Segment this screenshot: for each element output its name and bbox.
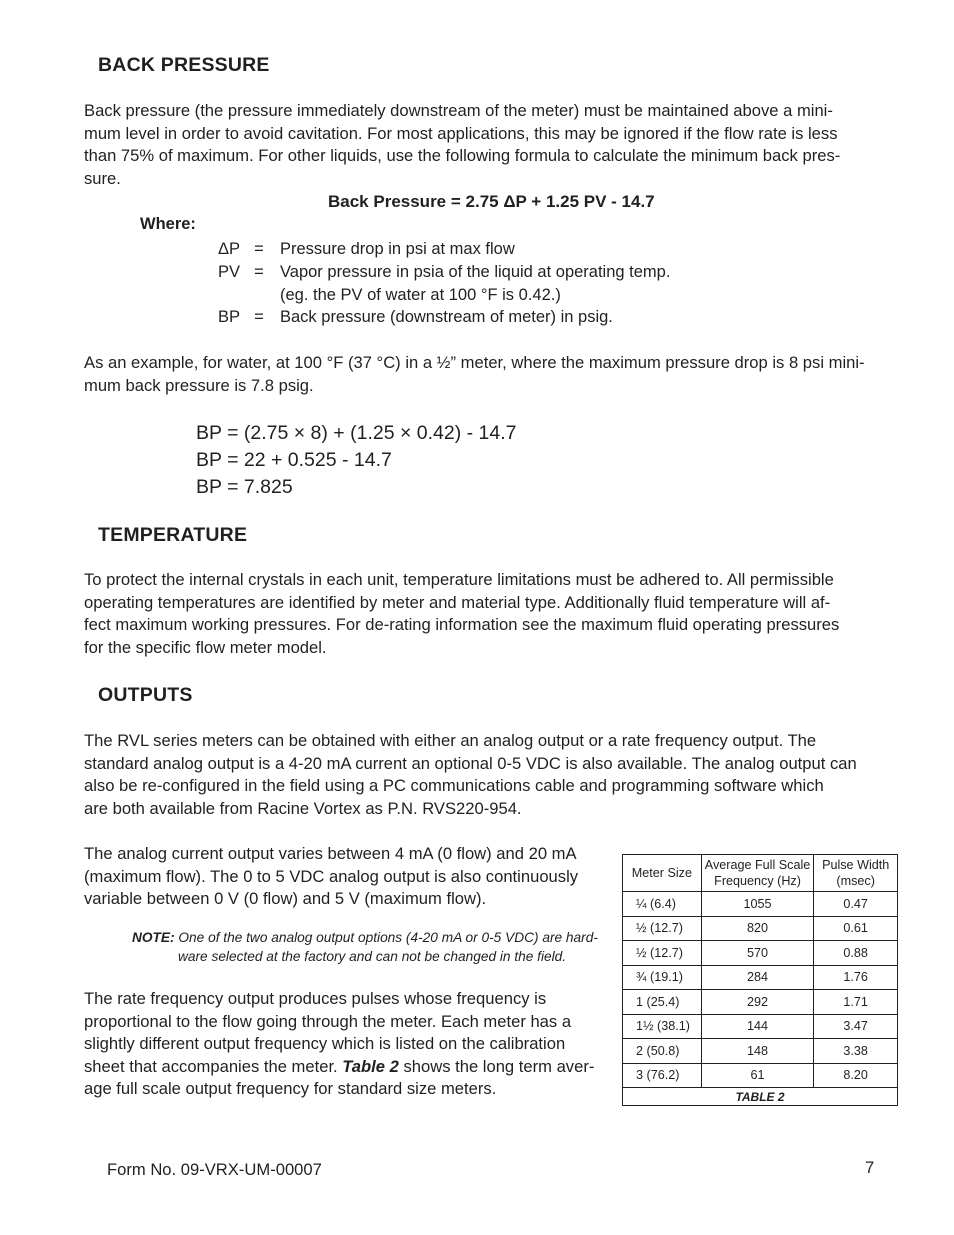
cell-meter-size: ½ (12.7) xyxy=(623,941,702,966)
cell-meter-size: ½ (12.7) xyxy=(623,916,702,941)
text-line: As an example, for water, at 100 °F (37 °C) in a ½” meter, where the maximum pressure drop is 8 psi mini- xyxy=(84,353,865,372)
table-row xyxy=(623,1014,898,1039)
cell-frequency: 1055 xyxy=(701,892,814,917)
form-number: Form No. 09-VRX-UM-00007 xyxy=(107,1160,322,1179)
cell-pulse-width: 0.47 xyxy=(814,892,898,917)
cell-frequency: 292 xyxy=(701,990,814,1015)
cell-frequency: 570 xyxy=(701,941,814,966)
cell-frequency: 820 xyxy=(701,916,814,941)
cell-pulse-width: 1.71 xyxy=(814,990,898,1015)
text-line: mum back pressure is 7.8 psig. xyxy=(84,375,314,395)
cell-pulse-width: 0.88 xyxy=(814,941,898,966)
text-line: operating temperatures are identified by meter and material type. Additionally fluid temperature will af- xyxy=(84,592,831,612)
table-caption-row xyxy=(623,1088,898,1106)
text-line: are both available from Racine Vortex as P.N. RVS220-954. xyxy=(84,798,522,818)
text-line: (maximum flow). The 0 to 5 VDC analog output is also continuously xyxy=(84,866,579,886)
cell-meter-size: ¾ (19.1) xyxy=(623,965,702,990)
text-line: fect maximum working pressures. For de-rating information see the maximum fluid operating pressures xyxy=(84,615,840,635)
temperature-heading: TEMPERATURE xyxy=(98,524,248,546)
text-line: sure. xyxy=(84,168,121,188)
definition-equals: = xyxy=(254,263,264,281)
cell-frequency: 61 xyxy=(701,1063,814,1088)
definition-symbol: BP xyxy=(217,308,240,326)
cell-meter-size: 3 (76.2) xyxy=(623,1063,702,1088)
header-line: Frequency (Hz) xyxy=(714,874,801,888)
table-row xyxy=(623,892,898,917)
table-header-row xyxy=(623,855,898,892)
text-line: The RVL series meters can be obtained with either an analog output or a rate frequency output. The xyxy=(84,731,817,750)
back-pressure-heading: BACK PRESSURE xyxy=(98,54,270,76)
outputs-paragraph-3 xyxy=(84,988,594,1101)
text-line: also be re-configured in the field using a PC communications cable and programming software which xyxy=(84,776,824,796)
text-line: The analog current output varies between 4 mA (0 flow) and 20 mA xyxy=(84,844,577,863)
cell-frequency: 284 xyxy=(701,965,814,990)
cell-pulse-width: 0.61 xyxy=(814,916,898,941)
calculation-block xyxy=(196,420,517,500)
text-line: Back pressure (the pressure immediately downstream of the meter) must be maintained above a mini- xyxy=(84,101,833,120)
calculation-line: BP = (2.75 × 8) + (1.25 × 0.42) - 14.7 xyxy=(196,422,517,444)
note-text: One of the two analog output options (4-20 mA or 0-5 VDC) are hard- xyxy=(178,930,598,945)
outputs-paragraph-1 xyxy=(84,730,857,820)
back-pressure-formula: Back Pressure = 2.75 ΔP + 1.25 PV - 14.7 xyxy=(328,192,655,211)
text-line: mum level in order to avoid cavitation. For most applications, this may be ignored if the flow rate is less xyxy=(84,123,838,143)
table-caption: TABLE 2 xyxy=(623,1088,898,1106)
text-line: age full scale output frequency for standard size meters. xyxy=(84,1079,497,1099)
back-pressure-paragraph xyxy=(84,100,840,190)
text-line: for the specific flow meter model. xyxy=(84,637,327,657)
text-span: shows the long term aver- xyxy=(398,1056,595,1076)
definition-text: (eg. the PV of water at 100 °F is 0.42.) xyxy=(280,286,561,304)
column-header-meter-size xyxy=(623,855,702,892)
note-line-1 xyxy=(132,928,598,947)
definition-symbol: PV xyxy=(217,263,240,281)
cell-frequency: 144 xyxy=(701,1014,814,1039)
definition-text: Pressure drop in psi at max flow xyxy=(280,240,515,258)
text-line: proportional to the flow going through the meter. Each meter has a xyxy=(84,1011,572,1031)
text-line: To protect the internal crystals in each unit, temperature limitations must be adhered to. All permissible xyxy=(84,570,834,589)
table-row xyxy=(623,965,898,990)
calculation-line: BP = 7.825 xyxy=(196,475,293,498)
table-2-reference: Table 2 xyxy=(342,1056,399,1076)
cell-pulse-width: 8.20 xyxy=(814,1063,898,1088)
example-paragraph xyxy=(84,352,865,397)
definition-symbol: ΔP xyxy=(217,240,240,258)
table-row xyxy=(623,941,898,966)
cell-frequency: 148 xyxy=(701,1039,814,1064)
column-header-pulse-width xyxy=(814,855,898,892)
header-line: Average Full Scale xyxy=(704,857,811,872)
calculation-line: BP = 22 + 0.525 - 14.7 xyxy=(196,448,392,471)
where-label: Where: xyxy=(140,215,196,233)
outputs-heading: OUTPUTS xyxy=(98,684,193,706)
cell-pulse-width: 3.38 xyxy=(814,1039,898,1064)
note-label: NOTE: xyxy=(132,930,175,945)
definition-equals: = xyxy=(254,308,264,326)
table-row xyxy=(623,1063,898,1088)
cell-meter-size: 2 (50.8) xyxy=(623,1039,702,1064)
page-number: 7 xyxy=(865,1158,875,1177)
header-line: (msec) xyxy=(836,874,875,888)
temperature-paragraph xyxy=(84,569,839,659)
text-line: standard analog output is a 4-20 mA current an optional 0-5 VDC is also available. The analog output can xyxy=(84,753,857,773)
text-line: The rate frequency output produces pulses whose frequency is xyxy=(84,989,547,1008)
note-line-2: ware selected at the factory and can not be changed in the field. xyxy=(178,949,567,964)
table-row xyxy=(623,916,898,941)
definition-equals: = xyxy=(254,240,264,258)
cell-meter-size: 1 (25.4) xyxy=(623,990,702,1015)
text-span: sheet that accompanies the meter. xyxy=(84,1056,343,1076)
cell-meter-size: 1½ (38.1) xyxy=(623,1014,702,1039)
text-line: than 75% of maximum. For other liquids, use the following formula to calculate the minimum back pres- xyxy=(84,146,841,166)
cell-pulse-width: 3.47 xyxy=(814,1014,898,1039)
table-2 xyxy=(622,854,898,1106)
text-line xyxy=(84,1056,594,1079)
cell-pulse-width: 1.76 xyxy=(814,965,898,990)
definition-text: Vapor pressure in psia of the liquid at operating temp. xyxy=(280,263,671,281)
header-line: Meter Size xyxy=(631,865,692,880)
cell-meter-size: ¼ (6.4) xyxy=(623,892,702,917)
text-line: slightly different output frequency which is listed on the calibration xyxy=(84,1034,566,1054)
outputs-paragraph-2 xyxy=(84,843,578,911)
analog-output-note xyxy=(132,928,598,966)
header-line: Pulse Width xyxy=(822,857,890,872)
definition-text: Back pressure (downstream of meter) in psig. xyxy=(280,308,613,326)
text-line: variable between 0 V (0 flow) and 5 V (maximum flow). xyxy=(84,889,487,909)
table-row xyxy=(623,990,898,1015)
column-header-frequency xyxy=(701,855,814,892)
table-row xyxy=(623,1039,898,1064)
